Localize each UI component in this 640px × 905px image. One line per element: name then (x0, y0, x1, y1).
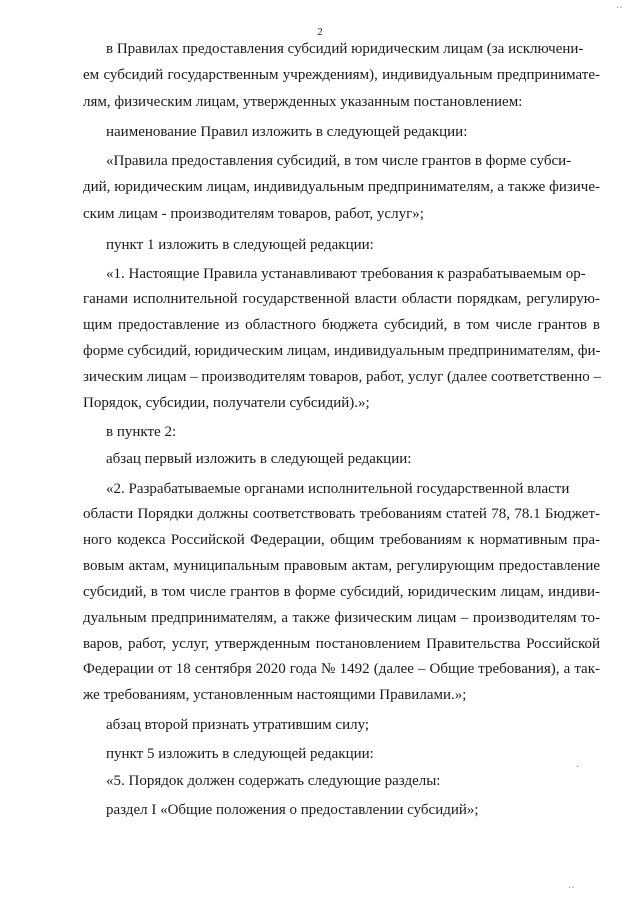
text-line: ским лицам - производителям товаров, работ, услуг»; (83, 206, 424, 222)
text-line: «1. Настоящие Правила устанавливают требования к разрабатываемым ор- (106, 266, 586, 282)
text-line: абзац первый изложить в следующей редакции: (106, 451, 412, 467)
scan-speck: ‥ (568, 880, 575, 891)
text-line: же требованиям, установленным настоящими Правилами.»; (83, 687, 467, 703)
text-line: щим предоставление из областного бюджета субсидий, в том числе грантов в (83, 317, 600, 333)
text-line: зическим лицам – производителям товаров, работ, услуг (далее соответственно – (83, 369, 602, 385)
page-number: 2 (317, 26, 323, 38)
text-line: в Правилах предоставления субсидий юридическим лицам (за исключени- (106, 41, 584, 57)
text-line: субсидий, в том числе грантов в форме субсидий, юридическим лицам, индиви- (83, 584, 600, 600)
text-line: дий, юридическим лицам, индивидуальным предпринимателям, а также физиче- (83, 179, 600, 195)
text-line: области Порядки должны соответствовать требованиям статей 78, 78.1 Бюджет- (83, 506, 600, 522)
text-line: пункт 1 изложить в следующей редакции: (106, 237, 374, 253)
text-line: «5. Порядок должен содержать следующие разделы: (106, 773, 441, 789)
scan-speck: · (576, 762, 580, 773)
text-line: вовым актам, муниципальным правовым актам, регулирующим предоставление (83, 558, 600, 574)
text-line: ганами исполнительной государственной власти области порядкам, регулирую- (83, 291, 600, 307)
text-line: дуальным предпринимателям, а также физическим лицам – производителям то- (83, 610, 600, 626)
text-line: Порядок, субсидии, получатели субсидий).»; (83, 395, 370, 411)
text-line: раздел I «Общие положения о предоставлении субсидий»; (106, 802, 479, 818)
text-line: в пункте 2: (106, 424, 177, 440)
text-line: ного кодекса Российской Федерации, общим требованиям к нормативным пра- (83, 532, 600, 548)
text-line: «Правила предоставления субсидий, в том числе грантов в форме субси- (106, 153, 572, 169)
text-line: форме субсидий, юридическим лицам, индивидуальным предпринимателям, фи- (83, 343, 601, 359)
text-line: ем субсидий государственным учреждениям), индивидуальным предпринимате- (83, 67, 600, 83)
scan-speck: ‥ (616, 0, 623, 11)
text-line: варов, работ, услуг, утвержденным постановлением Правительства Российской (83, 636, 600, 652)
text-line: «2. Разрабатываемые органами исполнительной государственной власти (106, 481, 570, 497)
text-line: абзац второй признать утратившим силу; (106, 717, 370, 733)
text-line: наименование Правил изложить в следующей редакции: (106, 124, 468, 140)
text-line: Федерации от 18 сентября 2020 года № 1492 (далее – Общие требования), а так- (83, 661, 600, 677)
text-line: лям, физическим лицам, утвержденных указанным постановлением: (83, 94, 523, 110)
text-line: пункт 5 изложить в следующей редакции: (106, 746, 374, 762)
